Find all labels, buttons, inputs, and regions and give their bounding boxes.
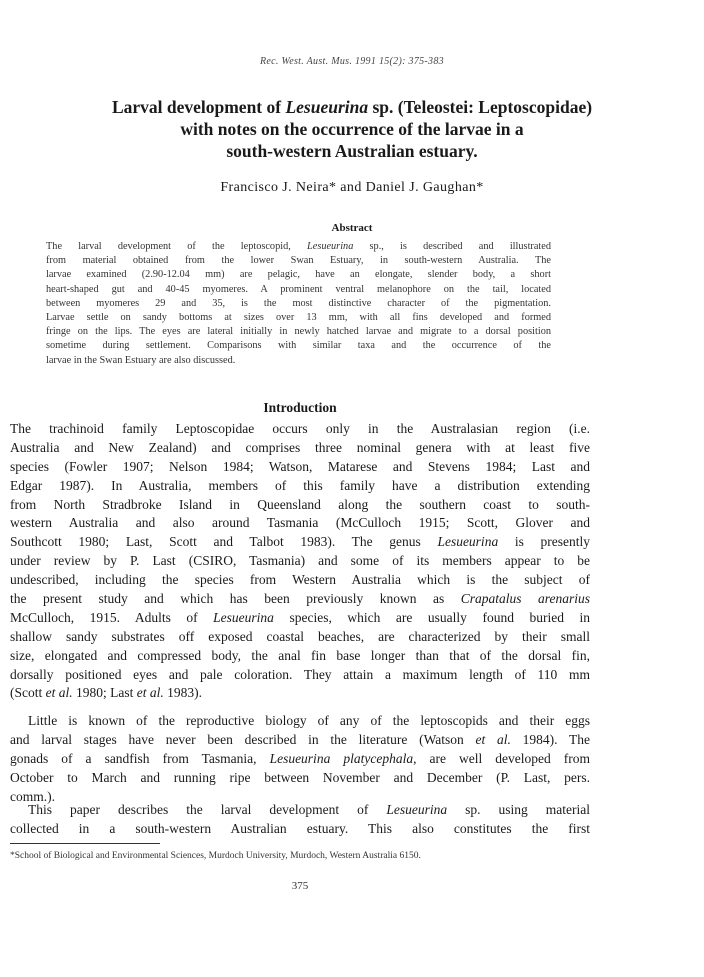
running-head: Rec. West. Aust. Mus. 1991 15(2): 375-383 <box>260 56 444 67</box>
abstract-line: between myomeres 29 and 35, is the most distinctive character of the pigmentation. <box>46 297 551 309</box>
body-line: Little is known of the reproductive biology of any of the leptoscopids and their eggs <box>28 713 590 728</box>
abstract-line: larvae in the Swan Estuary are also discussed. <box>46 354 236 366</box>
body-line: gonads of a sandfish from Tasmania, Lesueurina platycephala, are well developed from <box>10 750 590 766</box>
abstract-line: from material obtained from the lower Swan Estuary, in south-western Australia. The <box>46 255 551 267</box>
authors: Francisco J. Neira* and Daniel J. Gaughan* <box>220 180 484 195</box>
abstract-heading: Abstract <box>331 222 373 234</box>
body-line: October to March and running ripe between November and December (P. Last, pers. <box>10 769 590 785</box>
page-number: 375 <box>291 880 309 892</box>
abstract-line: sometime during settlement. Comparisons with similar taxa and the occurrence of the <box>46 340 551 352</box>
body-line: size, elongated and compressed body, the anal fin base longer than that of the dorsal fin, <box>10 647 590 663</box>
body-line: collected in a south-western Australian estuary. This also constitutes the first <box>10 820 590 836</box>
abstract-line: Larvae settle on sandy bottoms at sizes over 13 mm, with all fins developed and formed <box>46 311 551 323</box>
body-line: from North Stradbroke Island in Queensland along the southern coast to south- <box>10 496 590 512</box>
article-title <box>30 96 674 162</box>
abstract-line: larvae examined (2.90-12.04 mm) are pelagic, have an elongate, slender body, a short <box>46 269 551 281</box>
body-line: undescribed, including the species from Western Australia which is the subject of <box>10 572 590 588</box>
body-line: and larval stages have never been described in the literature (Watson et al. 1984). The <box>10 731 590 747</box>
body-line: Edgar 1987). In Australia, members of this family have a distribution extending <box>10 477 590 493</box>
introduction-paragraph-1 <box>10 420 590 703</box>
abstract-line: heart-shaped gut and 40-45 myomeres. A prominent ventral melanophore on the tail, located <box>46 283 551 295</box>
introduction-heading: Introduction <box>263 400 337 415</box>
body-line: under review by P. Last (CSIRO, Tasmania) and some of its members appear to be <box>10 553 590 569</box>
body-line: (Scott et al. 1980; Last et al. 1983). <box>10 685 202 701</box>
body-line: The trachinoid family Leptoscopidae occurs only in the Australasian region (i.e. <box>10 421 590 436</box>
body-line: Australia and New Zealand) and comprises three nominal genera with at least five <box>10 439 590 455</box>
footnote-divider <box>10 843 160 844</box>
body-line: dorsally positioned eyes and pale coloration. They attain a maximum length of 110 mm <box>10 666 590 682</box>
introduction-paragraph-2 <box>10 712 590 806</box>
body-line: McCulloch, 1915. Adults of Lesueurina species, which are usually found buried in <box>10 609 590 625</box>
abstract-line: The larval development of the leptoscopid, Lesueurina sp., is described and illustrated <box>46 241 551 252</box>
abstract-line: fringe on the lips. The eyes are lateral initially in newly hatched larvae and migrate to a dorsal position <box>46 326 551 338</box>
body-line: the present study and which has been previously known as Crapatalus arenarius <box>10 591 590 607</box>
body-line: shallow sandy substrates off exposed coastal beaches, are characterized by their small <box>10 628 590 644</box>
body-line: comm.). <box>10 788 55 804</box>
footnote: *School of Biological and Environmental Sciences, Murdoch University, Murdoch, Western Australia 6150. <box>10 851 421 861</box>
body-line: western Australia and also around Tasmania (McCulloch 1915; Scott, Glover and <box>10 515 590 531</box>
title-line: Larval development of Lesueurina sp. (Teleostei: Leptoscopidae) <box>111 97 593 117</box>
introduction-paragraph-3 <box>10 801 590 839</box>
body-line: species (Fowler 1907; Nelson 1984; Watson, Matarese and Stevens 1984; Last and <box>10 458 590 474</box>
title-line: with notes on the occurrence of the larvae in a <box>180 119 524 139</box>
body-line: This paper describes the larval development of Lesueurina sp. using material <box>28 802 590 817</box>
title-line: south-western Australian estuary. <box>226 141 478 161</box>
abstract-body <box>46 240 551 368</box>
body-line: Southcott 1980; Last, Scott and Talbot 1983). The genus Lesueurina is presently <box>10 534 590 550</box>
